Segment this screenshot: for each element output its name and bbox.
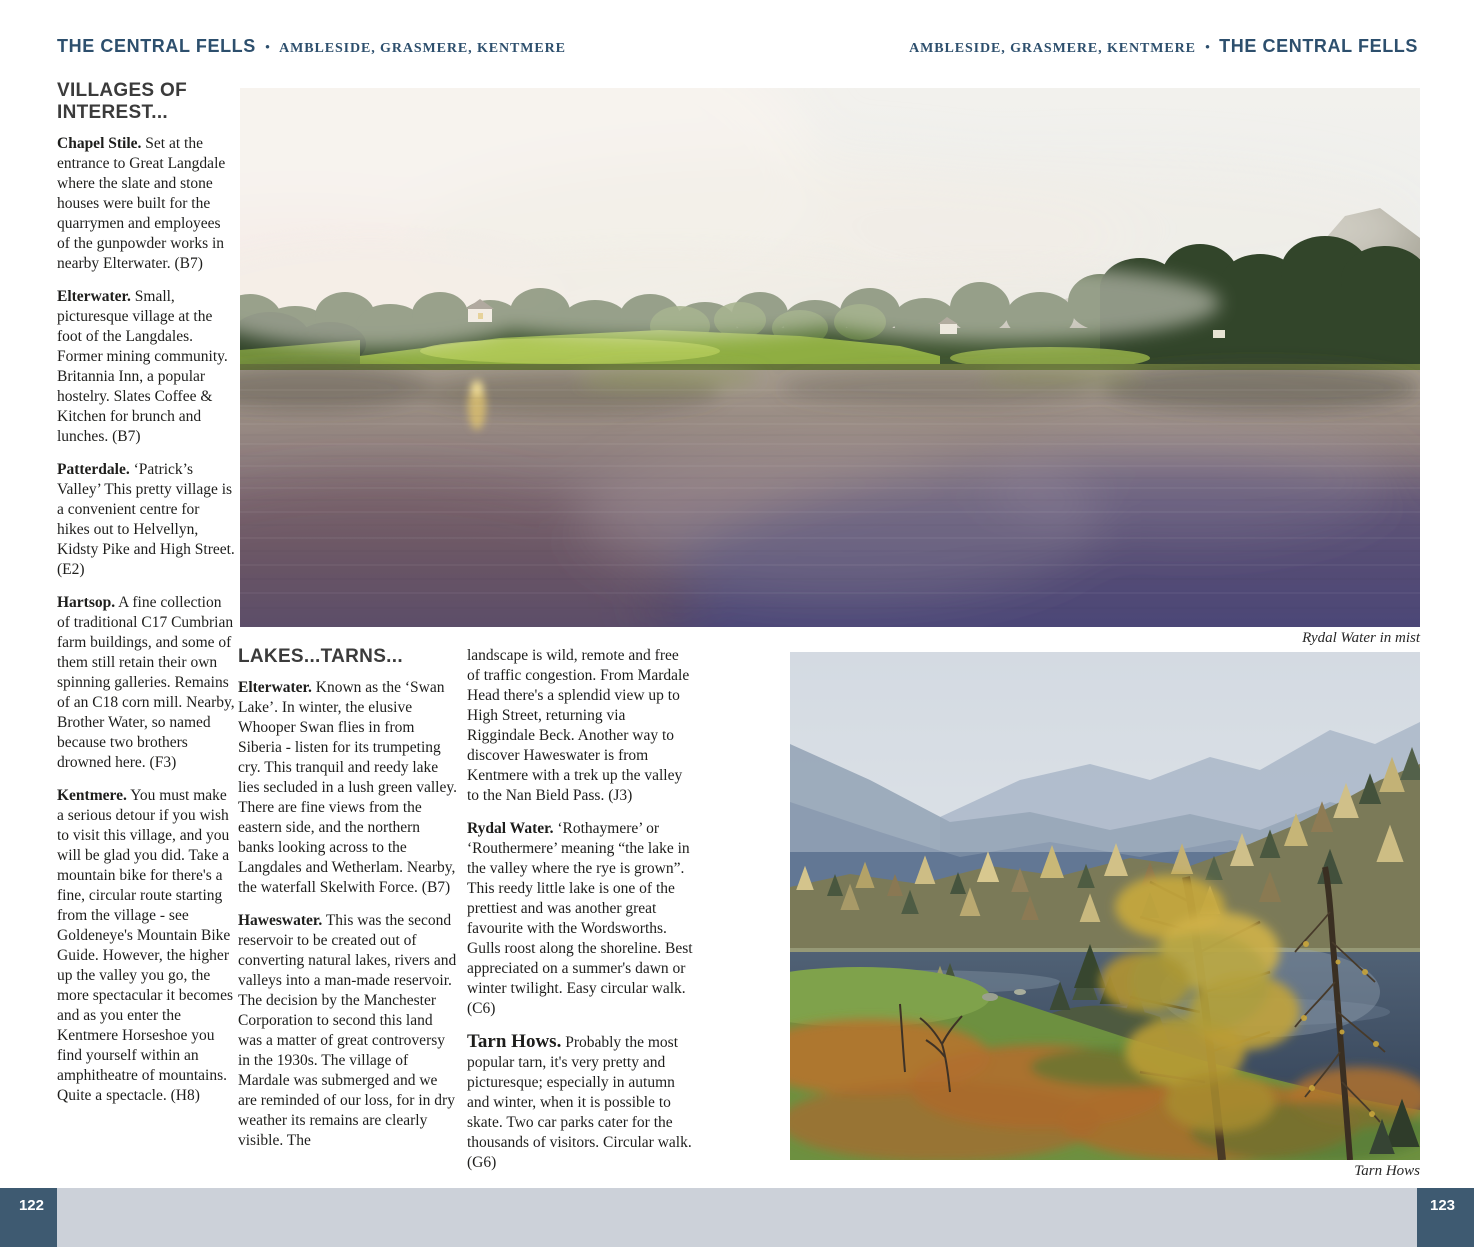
- village-name: Elterwater.: [57, 287, 131, 305]
- village-name: Chapel Stile.: [57, 134, 142, 152]
- running-head-left: [57, 36, 566, 57]
- village-entry-elterwater: [57, 287, 235, 447]
- page-number-left: 122: [0, 1188, 57, 1247]
- lake-text: Probably the most popular tarn, it's very pretty and picturesque; especially in autumn and winter, when it is possible to skate. Two car parks cater for the thousands of visitors. Circular walk. (G6): [467, 1034, 692, 1171]
- haweswater-continuation: landscape is wild, remote and free of traffic congestion. From Mardale Head there's a splendid view up to High Street, returning via Riggindale Beck. Another way to discover Haweswater is from Kentmere with a trek up the valley to the Nan Bield Pass. (J3): [467, 647, 690, 804]
- chapter-subtitle: AMBLESIDE, GRASMERE, KENTMERE: [279, 41, 566, 56]
- chapter-subtitle: AMBLESIDE, GRASMERE, KENTMERE: [909, 41, 1196, 56]
- lake-entry-rydal-water: [467, 819, 693, 1019]
- lake-entry-tarn-hows: [467, 1032, 693, 1173]
- lake-entry-haweswater: [238, 911, 457, 1151]
- village-text: You must make a serious detour if you wish to visit this village, and you will be glad you did. Take a mountain bike for there's a fine, circular route starting from the village - see Goldeneye's Mountain Bike Guide. However, the higher up the valley you go, the more spectacular it becomes and as you enter the Kentmere Horseshoe you find yourself within an amphitheatre of mountains. Quite a spectacle. (H8): [57, 786, 234, 1104]
- chapter-title: THE CENTRAL FELLS: [1219, 36, 1418, 56]
- lake-name: Rydal Water.: [467, 820, 554, 837]
- photo-tarn-hows: [790, 652, 1420, 1160]
- bullet-separator: •: [1204, 40, 1211, 56]
- villages-column: [57, 80, 235, 1119]
- lake-text: Known as the ‘Swan Lake’. In winter, the elusive Whooper Swan flies in from Siberia - listen for its trumpeting cry. This tranquil and reedy lake lies secluded in a lush green valley. There are fine views from the eastern side, and the northern banks looking across to the Langdales and Wetherlam. Nearby, the waterfall Skelwith Force. (B7): [238, 678, 457, 896]
- village-entry-chapel-stile: [57, 134, 235, 274]
- photo-caption-rydal: Rydal Water in mist: [1302, 630, 1420, 646]
- village-entry-patterdale: [57, 460, 235, 580]
- photo-caption-tarn-hows: Tarn Hows: [1354, 1163, 1420, 1179]
- village-name: Patterdale.: [57, 460, 130, 478]
- village-text: ‘Patrick’s Valley’ This pretty village is a convenient centre for hikes out to Helvellyn, Kidsty Pike and High Street. (E2): [57, 460, 235, 578]
- village-name: Hartsop.: [57, 593, 116, 611]
- lake-text: This was the second reservoir to be created out of converting natural lakes, rivers and valleys into a man-made reservoir. The decision by the Manchester Corporation to second this land was a matter of great controversy in the 1930s. The village of Mardale was submerged and we are reminded of our loss, for in dry weather its remains are clearly visible. The: [238, 911, 457, 1149]
- village-entry-hartsop: [57, 593, 235, 773]
- chapter-title: THE CENTRAL FELLS: [57, 36, 256, 56]
- lake-name: Elterwater.: [238, 678, 312, 696]
- bullet-separator: •: [264, 40, 271, 56]
- lakes-column-1: [238, 646, 457, 1164]
- lake-text: ‘Rothaymere’ or ‘Routhermere’ meaning “the lake in the valley where the rye is grown”. This reedy little lake is one of the prettiest and was another great favourite with the Wordsworths. Gulls roost along the shoreline. Best appreciated on a summer's dawn or winter twilight. Easy circular walk. (C6): [467, 820, 693, 1017]
- village-entry-kentmere: [57, 786, 235, 1106]
- lake-name: Tarn Hows.: [467, 1031, 562, 1052]
- village-name: Kentmere.: [57, 786, 127, 804]
- villages-heading: VILLAGES OF INTEREST...: [57, 80, 187, 123]
- lakes-column-2: [467, 646, 693, 1186]
- photo-rydal-water: [240, 88, 1420, 627]
- tarn-hows-image: [790, 652, 1420, 1160]
- lakes-heading: LAKES...TARNS...: [238, 646, 403, 667]
- rydal-water-image: [240, 88, 1420, 627]
- village-text: Small, picturesque village at the foot of the Langdales. Former mining community. Britannia Inn, a popular hostelry. Slates Coffee & Kitchen for brunch and lunches. (B7): [57, 287, 228, 445]
- village-text: Set at the entrance to Great Langdale where the slate and stone houses were built for the quarrymen and employees of the gunpowder works in nearby Elterwater. (B7): [57, 134, 226, 272]
- lake-name: Haweswater.: [238, 911, 323, 929]
- village-text: A fine collection of traditional C17 Cumbrian farm buildings, and some of them still retain their own spinning galleries. Remains of an C18 corn mill. Nearby, Brother Water, so named because two brothers drowned here. (F3): [57, 593, 235, 771]
- lake-entry-elterwater: [238, 678, 457, 898]
- running-head-right: [909, 36, 1418, 57]
- page-number-right: 123: [1417, 1188, 1474, 1247]
- footer-bar: [0, 1188, 1474, 1247]
